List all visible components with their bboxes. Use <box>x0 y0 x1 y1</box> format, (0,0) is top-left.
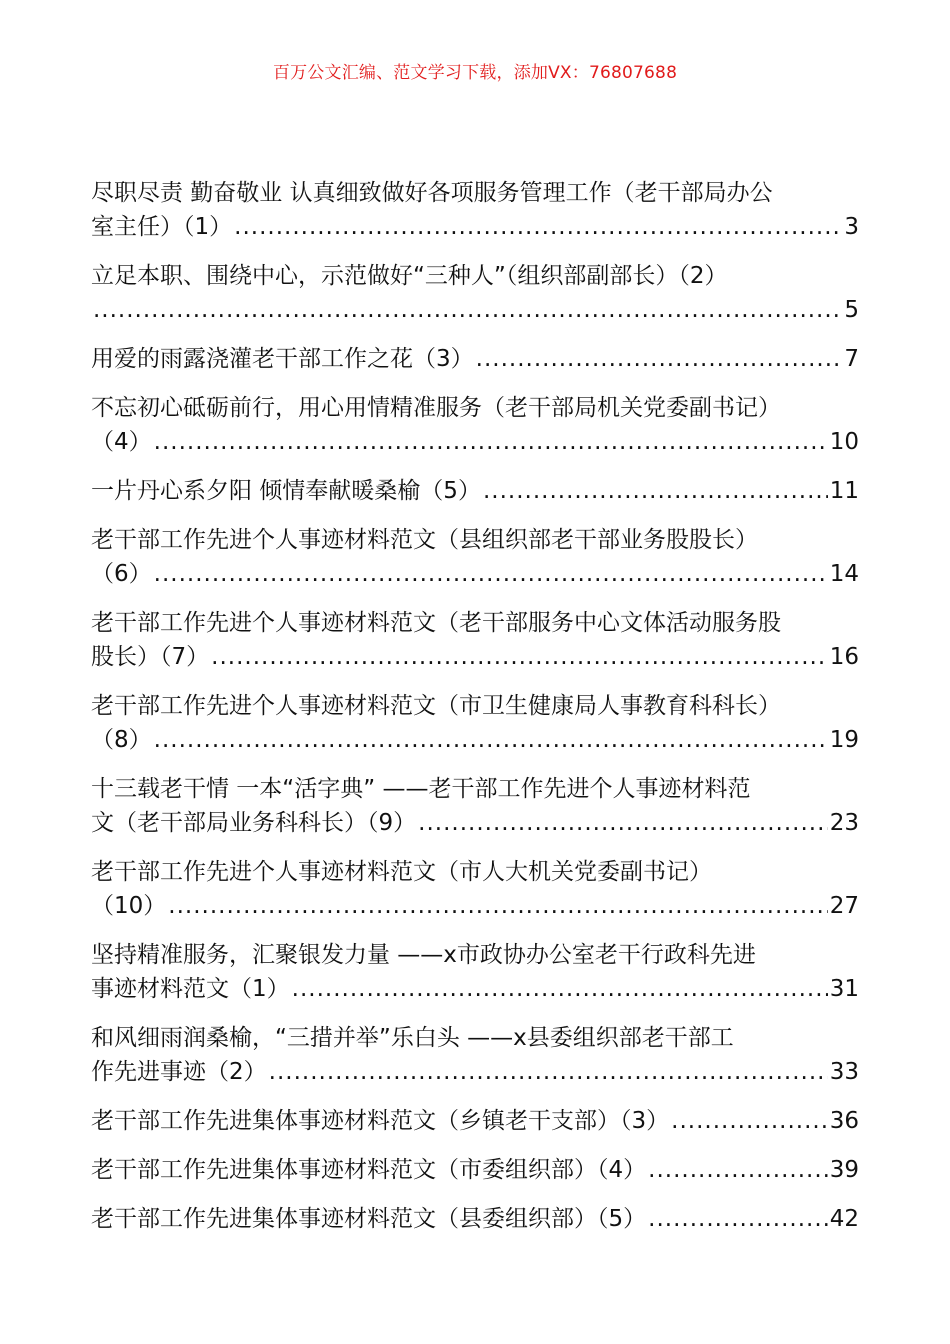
toc-entry-title-end: 老干部工作先进集体事迹材料范文（乡镇老干支部）（3） <box>91 1108 670 1134</box>
toc-entry[interactable] <box>91 474 859 508</box>
table-of-contents <box>91 176 859 1251</box>
toc-entry-leader-line <box>91 474 859 508</box>
toc-entry-title: 尽职尽责 勤奋敬业 认真细致做好各项服务管理工作（老干部局办公 <box>91 180 773 206</box>
toc-entry[interactable] <box>91 1202 859 1236</box>
toc-entry-title: 不忘初心砥砺前行，用心用情精准服务（老干部局机关党委副书记） <box>91 395 781 421</box>
toc-page-number: 16 <box>829 644 859 670</box>
toc-entry[interactable] <box>91 259 859 327</box>
toc-entry[interactable] <box>91 689 859 757</box>
toc-page-number: 23 <box>829 810 859 836</box>
toc-entry-title-end: 老干部工作先进集体事迹材料范文（县委组织部）（5） <box>91 1206 647 1232</box>
toc-entry-title-end: 股长）（7） <box>91 644 210 670</box>
page-header: 百万公文汇编、范文学习下载，添加VX：76807688 <box>272 63 678 83</box>
toc-entry-leader-line <box>91 723 859 757</box>
toc-dot-leader <box>483 474 828 508</box>
toc-entry-title: 和风细雨润桑榆，“三措并举”乐白头 ——x县委组织部老干部工 <box>91 1025 734 1051</box>
toc-entry[interactable] <box>91 523 859 591</box>
toc-entry[interactable] <box>91 342 859 376</box>
toc-entry-title-end: （4） <box>91 429 152 455</box>
toc-page-number: 33 <box>829 1059 859 1085</box>
toc-entry[interactable] <box>91 1104 859 1138</box>
toc-entry-title: 坚持精准服务，汇聚银发力量 ——x市政协办公室老干行政科先进 <box>91 942 756 968</box>
toc-page-number: 14 <box>829 561 859 587</box>
toc-page-number: 36 <box>829 1108 859 1134</box>
toc-entry-leader-line <box>91 806 859 840</box>
toc-entry-title: 老干部工作先进个人事迹材料范文（老干部服务中心文体活动服务股 <box>91 610 781 636</box>
toc-dot-leader <box>648 1202 828 1236</box>
toc-entry[interactable] <box>91 1021 859 1089</box>
toc-entry-title: 老干部工作先进个人事迹材料范文（县组织部老干部业务股股长） <box>91 527 758 553</box>
toc-entry-leader-line <box>91 1153 859 1187</box>
toc-entry[interactable] <box>91 391 859 459</box>
toc-entry-title-end: 文（老干部局业务科科长）（9） <box>91 810 417 836</box>
toc-entry-leader-line <box>91 1055 859 1089</box>
toc-page-number: 7 <box>844 346 859 372</box>
toc-entry-title: 老干部工作先进个人事迹材料范文（市人大机关党委副书记） <box>91 859 712 885</box>
toc-entry-title-end: 室主任）（1） <box>91 214 233 240</box>
toc-dot-leader <box>269 1055 828 1089</box>
toc-dot-leader <box>93 293 842 327</box>
toc-entry-leader-line <box>91 210 859 244</box>
toc-entry-leader-line <box>91 1202 859 1236</box>
toc-entry[interactable] <box>91 772 859 840</box>
toc-dot-leader <box>168 889 827 923</box>
toc-entry-leader-line <box>91 342 859 376</box>
toc-entry[interactable] <box>91 1153 859 1187</box>
toc-page-number: 10 <box>829 429 859 455</box>
toc-entry[interactable] <box>91 855 859 923</box>
toc-entry-title-end: 作先进事迹（2） <box>91 1059 267 1085</box>
toc-entry-title-end: （10） <box>91 893 167 919</box>
toc-dot-leader <box>154 425 828 459</box>
toc-dot-leader <box>476 342 843 376</box>
toc-entry-title: 十三载老干情 一本“活字典” ——老干部工作先进个人事迹材料范 <box>91 776 751 802</box>
toc-page-number: 3 <box>844 214 859 240</box>
toc-entry-leader-line <box>91 557 859 591</box>
toc-page-number: 27 <box>829 893 859 919</box>
toc-entry-leader-line <box>91 293 859 327</box>
toc-entry-title-end: （6） <box>91 561 152 587</box>
toc-entry-title-end: 用爱的雨露浇灌老干部工作之花（3） <box>91 346 474 372</box>
toc-dot-leader <box>234 210 842 244</box>
toc-entry-leader-line <box>91 1104 859 1138</box>
toc-page-number: 42 <box>829 1206 859 1232</box>
toc-entry-leader-line <box>91 640 859 674</box>
toc-entry-title: 立足本职、围绕中心，示范做好“三种人”（组织部副部长）（2） <box>91 263 728 289</box>
toc-entry-leader-line <box>91 972 859 1006</box>
toc-page-number: 39 <box>829 1157 859 1183</box>
toc-dot-leader <box>211 640 828 674</box>
toc-dot-leader <box>671 1104 828 1138</box>
toc-dot-leader <box>648 1153 828 1187</box>
toc-entry-title-end: 事迹材料范文（1） <box>91 976 290 1002</box>
toc-entry-leader-line <box>91 425 859 459</box>
toc-dot-leader <box>154 723 828 757</box>
toc-entry[interactable] <box>91 176 859 244</box>
toc-dot-leader <box>154 557 828 591</box>
toc-entry-title-end: 老干部工作先进集体事迹材料范文（市委组织部）（4） <box>91 1157 647 1183</box>
toc-dot-leader <box>292 972 828 1006</box>
toc-page-number: 5 <box>844 297 859 323</box>
toc-entry[interactable] <box>91 606 859 674</box>
toc-entry-title-end: （8） <box>91 727 152 753</box>
toc-entry[interactable] <box>91 938 859 1006</box>
toc-page-number: 11 <box>829 478 859 504</box>
toc-entry-leader-line <box>91 889 859 923</box>
toc-page-number: 19 <box>829 727 859 753</box>
toc-page-number: 31 <box>829 976 859 1002</box>
toc-entry-title-end: 一片丹心系夕阳 倾情奉献暖桑榆（5） <box>91 478 481 504</box>
toc-dot-leader <box>418 806 828 840</box>
toc-entry-title: 老干部工作先进个人事迹材料范文（市卫生健康局人事教育科科长） <box>91 693 781 719</box>
